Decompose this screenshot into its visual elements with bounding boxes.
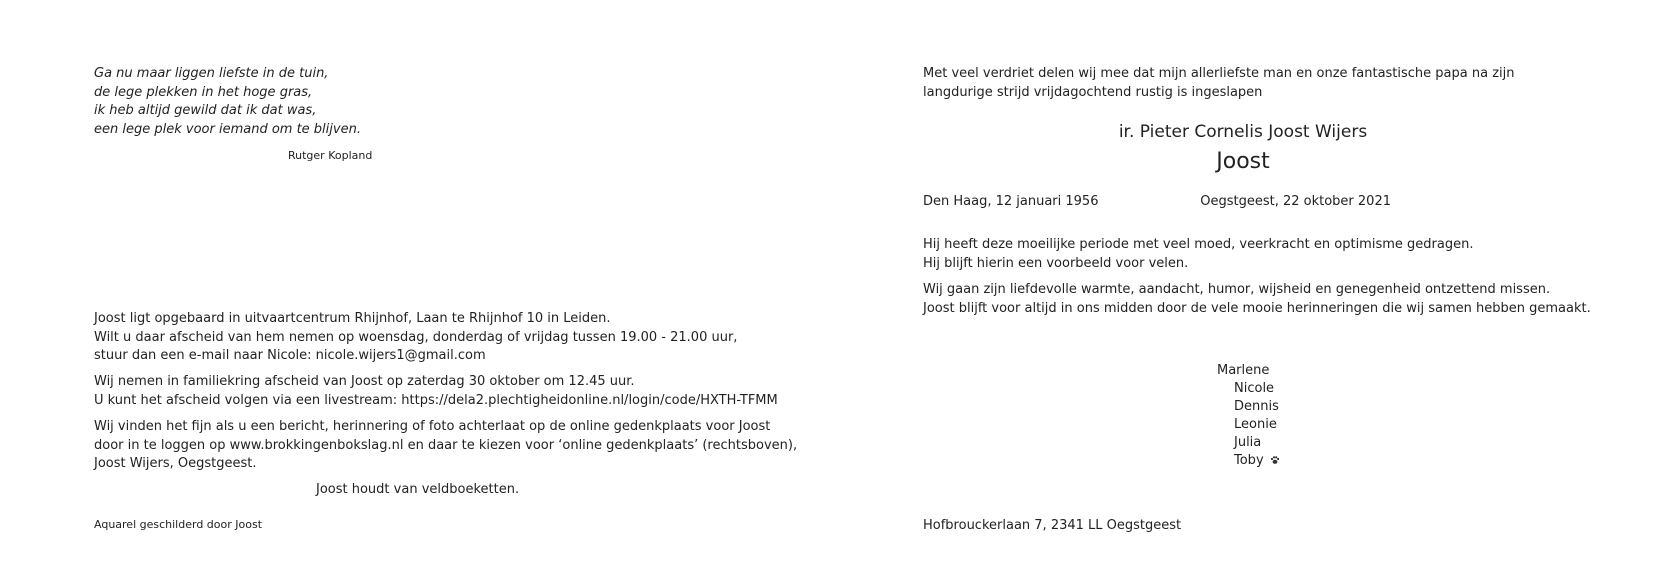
painting-credit: Aquarel geschilderd door Joost	[94, 518, 263, 531]
deceased-nickname: Joost	[1216, 149, 1270, 174]
flowers-note: Joost houdt van veldboeketten.	[316, 482, 520, 497]
text-line: Wij vinden het fijn als u een bericht, herinnering of foto achterlaat op de online gedenkplaats voor Joost	[94, 419, 771, 434]
poem-author: Rutger Kopland	[288, 149, 373, 162]
text-line: Wilt u daar afscheid van hem nemen op woensdag, donderdag of vrijdag tussen 19.00 - 21.00 uur,	[94, 329, 738, 345]
farewell-paragraph	[94, 373, 778, 410]
text-line: Hij heeft deze moeilijke periode met veel moed, veerkracht en optimisme gedragen.	[923, 237, 1474, 252]
poem	[94, 65, 361, 139]
death-place-date: Oegstgeest, 22 oktober 2021	[1200, 194, 1391, 209]
poem-line: de lege plekken in het hoge gras,	[94, 84, 313, 100]
text-line: Joost blijft voor altijd in ons midden door de vele mooie herinneringen die wij samen hebben gemaakt.	[923, 300, 1591, 316]
poem-line: Ga nu maar liggen liefste in de tuin,	[94, 66, 329, 81]
memorial-paragraph	[94, 418, 797, 474]
poem-line: een lege plek voor iemand om te blijven.	[94, 121, 361, 137]
poem-line: ik heb altijd gewild dat ik dat was,	[94, 103, 317, 118]
birth-place-date: Den Haag, 12 januari 1956	[923, 194, 1099, 209]
tribute-paragraph	[923, 236, 1473, 273]
text-line: Wij nemen in familiekring afscheid van Joost op zaterdag 30 oktober om 12.45 uur.	[94, 374, 635, 389]
pet-name: Toby	[1234, 453, 1264, 468]
text-line: Hij blijft hierin een voorbeeld voor velen.	[923, 255, 1189, 271]
viewing-paragraph	[94, 310, 737, 366]
right-page	[827, 0, 1654, 583]
intro-text: Met veel verdriet delen wij mee dat mijn allerliefste man en onze fantastische papa na zijn langdurige strijd vrijdagochtend rustig is ingeslapen	[923, 66, 1515, 100]
paw-icon	[1270, 453, 1280, 463]
family-pet	[1234, 452, 1280, 471]
text-line: U kunt het afscheid volgen via een livestream: https://dela2.plechtigheidonline.nl/login/code/HXTH-TFMM	[94, 392, 778, 408]
family-spouse: Marlene	[1217, 363, 1270, 378]
family-child: Dennis	[1234, 399, 1279, 414]
family-child: Leonie	[1234, 417, 1277, 432]
text-line: door in te loggen op www.brokkingenbokslag.nl en daar te kiezen voor ‘online gedenkplaats’ (rechtsboven),	[94, 437, 798, 453]
text-line: stuur dan een e-mail naar Nicole: nicole.wijers1@gmail.com	[94, 348, 486, 363]
text-line: Joost Wijers, Oegstgeest.	[94, 456, 257, 471]
text-line: Joost ligt opgebaard in uitvaartcentrum Rhijnhof, Laan te Rhijnhof 10 in Leiden.	[94, 311, 611, 326]
text-line: Wij gaan zijn liefdevolle warmte, aandacht, humor, wijsheid en genegenheid ontzettend missen.	[923, 282, 1551, 297]
family-child: Julia	[1234, 435, 1262, 450]
memory-paragraph	[923, 281, 1591, 318]
address: Hofbrouckerlaan 7, 2341 LL Oegstgeest	[923, 518, 1182, 533]
family-child: Nicole	[1234, 381, 1275, 396]
deceased-full-name: ir. Pieter Cornelis Joost Wijers	[1118, 122, 1368, 142]
